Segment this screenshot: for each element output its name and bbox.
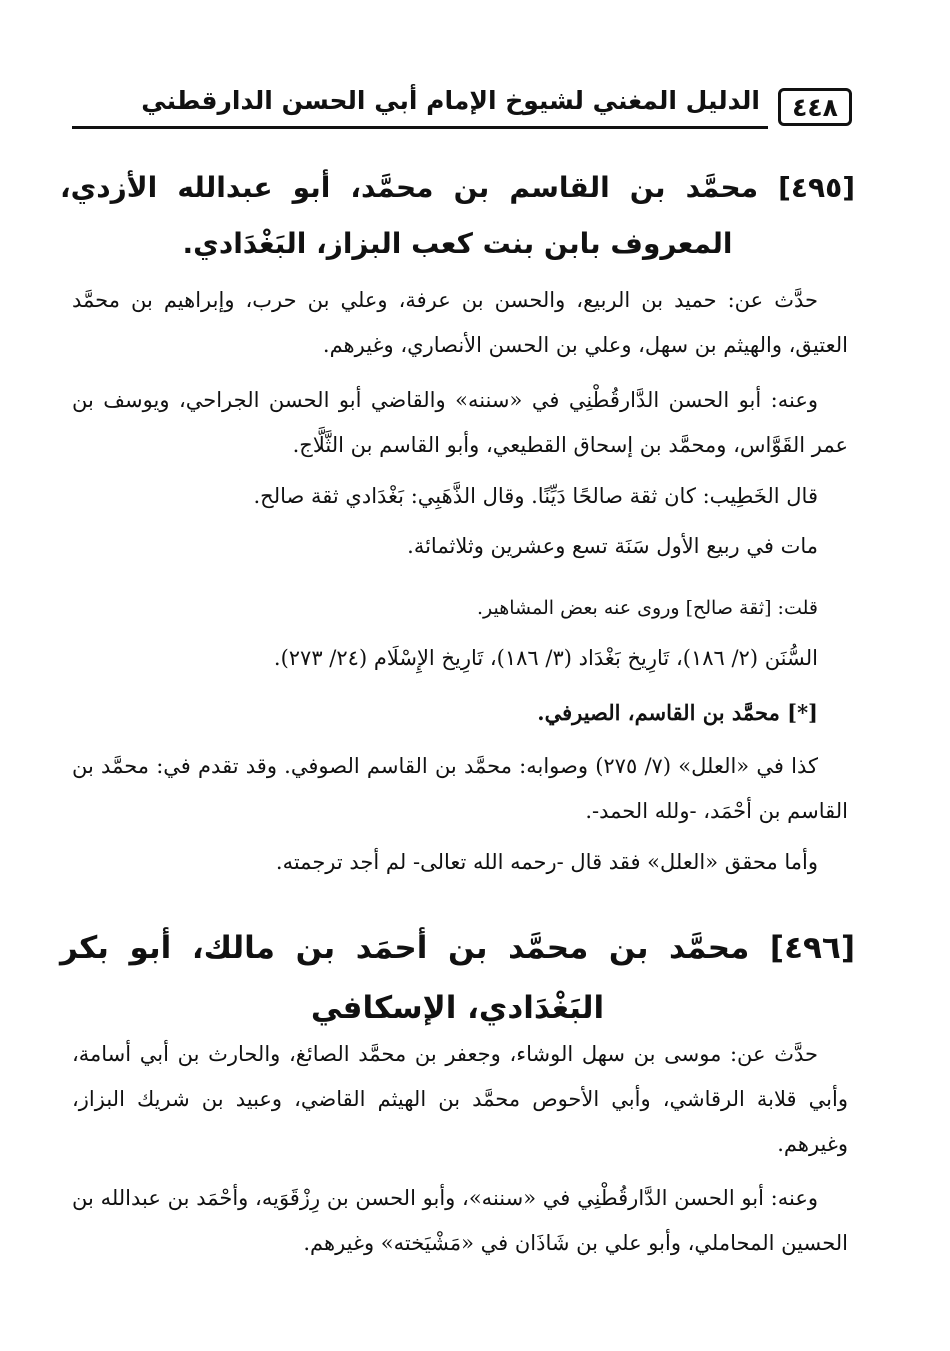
note-muhaqqiq: وأما محقق «العلل» فقد قال -رحمه الله تعالى- لم أجد ترجمته.: [275, 850, 818, 874]
note-text: كذا في «العلل» (٧/ ٢٧٥) وصوابه: محمَّد بن القاسم الصوفي. وقد تقدم في: محمَّد بن القاسم بن أحْمَد، -ولله الحمد-.: [72, 754, 848, 823]
running-title: الدليل المغني لشيوخ الإمام أبي الحسن الدارقطني: [141, 86, 760, 115]
note-title: [*] محمَّد بن القاسم، الصيرفي.: [537, 700, 818, 725]
entry-495-teachers: حدَّث عن: حميد بن الربيع، والحسن بن عرفة، وعلي بن حرب، وإبراهيم بن محمَّد العتيق، والهيثم بن سهل، وعلي بن الحسن الأنصاري، وغيرهم.: [72, 288, 848, 357]
page-header: [72, 82, 852, 134]
entry-496-teachers: حدَّث عن: موسى بن سهل الوشاء، وجعفر بن محمَّد الصائغ، والحارث بن أبي أسامة، وأبي قلابة الرقاشي، وأبي الأحوص محمَّد بن الهيثم القاضي، وعبيد بن شريك البزاز، وغيرهم.: [72, 1042, 848, 1156]
entry-495-death: مات في ربيع الأول سَنَة تسع وعشرين وثلاثمائة.: [407, 534, 818, 558]
header-rule: [72, 126, 768, 129]
entry-495-students: وعنه: أبو الحسن الدَّارقُطْنِي في «سننه» والقاضي أبو الحسن الجراحي، ويوسف بن عمر القَوَّاس، ومحمَّد بن إسحاق القطيعي، وأبو القاسم بن الثَّلَّاج.: [72, 388, 848, 457]
entry-495-khatib-quote: قال الخَطِيب: كان ثقة صالحًا دَيِّنًا. وقال الذَّهَبِي: بَغْدَادي ثقة صالح.: [253, 484, 818, 508]
page-number: ٤٤٨: [778, 88, 852, 126]
entry-495-title: [٤٩٥] محمَّد بن القاسم بن محمَّد، أبو عبدالله الأزدي، المعروف بابن بنت كعب البزاز، البَغْدَادي.: [60, 171, 855, 260]
entry-496-students: وعنه: أبو الحسن الدَّارقُطْنِي في «سننه»، وأبو الحسن بن رِزْقَوَيه، وأحْمَد بن عبدالله بن الحسين المحاملي، وأبو علي بن شَاذَان في «مَشْيَخته» وغيرهم.: [72, 1186, 848, 1255]
entry-495-sources: السُّنَن (٢/ ١٨٦)، تَارِيخ بَغْدَاد (٣/ ١٨٦)، تَارِيخ الإِسْلَام (٢٤/ ٢٧٣).: [273, 646, 818, 670]
entry-495-verdict: قلت: [ثقة صالح] وروى عنه بعض المشاهير.: [476, 597, 818, 619]
entry-496-title: [٤٩٦] محمَّد بن محمَّد بن أحمَد بن مالك، أبو بكر البَغْدَادي، الإسكافي: [60, 930, 855, 1026]
